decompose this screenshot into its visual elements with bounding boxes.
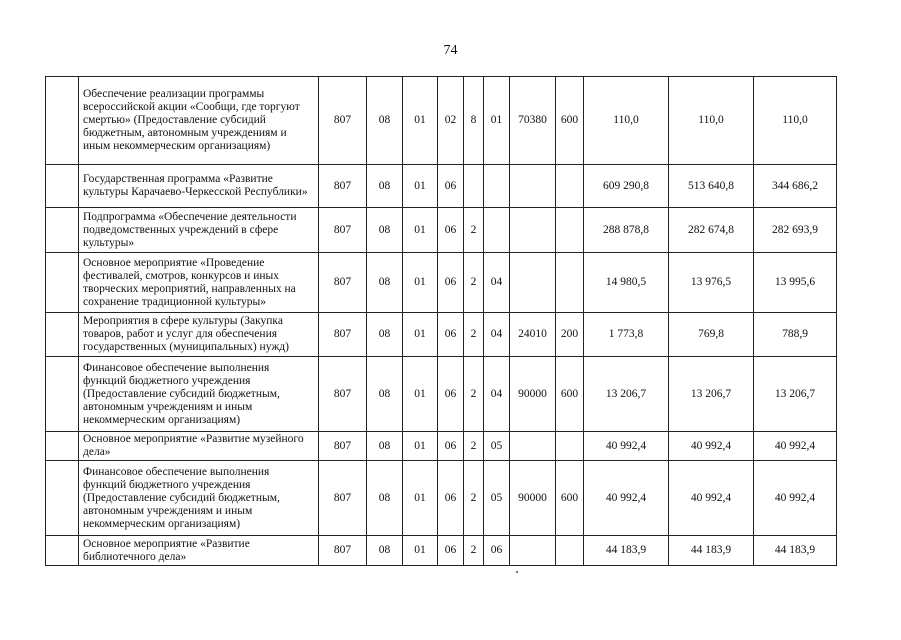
cell-c1: 06 <box>438 253 464 313</box>
cell-y2: 282 674,8 <box>669 208 754 253</box>
cell-grbs: 807 <box>319 77 367 165</box>
cell-y3: 788,9 <box>754 313 837 357</box>
cell-c1: 06 <box>438 461 464 536</box>
cell-rz: 08 <box>367 77 403 165</box>
table-row <box>46 432 837 461</box>
cell-blank <box>46 461 79 536</box>
cell-c1: 02 <box>438 77 464 165</box>
cell-c3: 04 <box>484 253 510 313</box>
cell-rz: 08 <box>367 461 403 536</box>
cell-vr: 200 <box>556 313 584 357</box>
cell-vr <box>556 536 584 566</box>
cell-y3: 40 992,4 <box>754 461 837 536</box>
cell-y2: 13 976,5 <box>669 253 754 313</box>
cell-c3 <box>484 208 510 253</box>
cell-blank <box>46 536 79 566</box>
cell-y3: 13 995,6 <box>754 253 837 313</box>
cell-grbs: 807 <box>319 208 367 253</box>
cell-c3: 05 <box>484 432 510 461</box>
cell-pr: 01 <box>403 461 438 536</box>
cell-c3: 06 <box>484 536 510 566</box>
cell-c1: 06 <box>438 208 464 253</box>
cell-y3: 344 686,2 <box>754 165 837 208</box>
cell-y3: 13 206,7 <box>754 357 837 432</box>
cell-rz: 08 <box>367 208 403 253</box>
cell-blank <box>46 165 79 208</box>
cell-c1: 06 <box>438 432 464 461</box>
cell-y2: 513 640,8 <box>669 165 754 208</box>
cell-y1: 40 992,4 <box>584 461 669 536</box>
cell-c4 <box>510 536 556 566</box>
cell-vr <box>556 165 584 208</box>
cell-y3: 44 183,9 <box>754 536 837 566</box>
cell-c4: 90000 <box>510 461 556 536</box>
cell-vr <box>556 253 584 313</box>
table-row <box>46 165 837 208</box>
cell-pr: 01 <box>403 208 438 253</box>
table-row <box>46 253 837 313</box>
cell-c2: 2 <box>464 461 484 536</box>
cell-rz: 08 <box>367 313 403 357</box>
cell-pr: 01 <box>403 313 438 357</box>
scan-speck <box>516 571 518 573</box>
cell-y2: 110,0 <box>669 77 754 165</box>
cell-grbs: 807 <box>319 461 367 536</box>
cell-c2: 8 <box>464 77 484 165</box>
cell-vr <box>556 208 584 253</box>
cell-y1: 44 183,9 <box>584 536 669 566</box>
cell-c4 <box>510 208 556 253</box>
cell-pr: 01 <box>403 536 438 566</box>
cell-y2: 44 183,9 <box>669 536 754 566</box>
cell-blank <box>46 357 79 432</box>
cell-c3: 05 <box>484 461 510 536</box>
cell-blank <box>46 432 79 461</box>
cell-blank <box>46 77 79 165</box>
cell-grbs: 807 <box>319 165 367 208</box>
cell-rz: 08 <box>367 165 403 208</box>
cell-name: Обеспечение реализации программы всероссийской акции «Сообщи, где торгуют смертью» (Предоставление субсидий бюджетным, автономным учреждениям и иным некоммерческим организациям) <box>79 77 319 165</box>
cell-vr: 600 <box>556 461 584 536</box>
cell-y2: 40 992,4 <box>669 432 754 461</box>
cell-y2: 13 206,7 <box>669 357 754 432</box>
cell-c1: 06 <box>438 357 464 432</box>
cell-c1: 06 <box>438 313 464 357</box>
cell-name: Подпрограмма «Обеспечение деятельности подведомственных учреждений в сфере культуры» <box>79 208 319 253</box>
cell-c2: 2 <box>464 357 484 432</box>
cell-name: Финансовое обеспечение выполнения функций бюджетного учреждения (Предоставление субсидий бюджетным, автономным учреждениям и иным некоммерческим организациям) <box>79 357 319 432</box>
cell-c4 <box>510 432 556 461</box>
cell-c4 <box>510 253 556 313</box>
table-row <box>46 536 837 566</box>
cell-pr: 01 <box>403 432 438 461</box>
cell-rz: 08 <box>367 253 403 313</box>
cell-c4: 70380 <box>510 77 556 165</box>
cell-rz: 08 <box>367 536 403 566</box>
cell-c3: 04 <box>484 357 510 432</box>
cell-y2: 769,8 <box>669 313 754 357</box>
table-row <box>46 313 837 357</box>
cell-c1: 06 <box>438 536 464 566</box>
budget-table <box>45 76 837 566</box>
cell-grbs: 807 <box>319 357 367 432</box>
cell-y3: 40 992,4 <box>754 432 837 461</box>
cell-grbs: 807 <box>319 253 367 313</box>
cell-y1: 1 773,8 <box>584 313 669 357</box>
cell-c1: 06 <box>438 165 464 208</box>
cell-vr: 600 <box>556 77 584 165</box>
cell-c3: 04 <box>484 313 510 357</box>
cell-pr: 01 <box>403 253 438 313</box>
cell-blank <box>46 253 79 313</box>
page-number: 74 <box>443 43 458 58</box>
cell-pr: 01 <box>403 77 438 165</box>
cell-grbs: 807 <box>319 536 367 566</box>
cell-name: Финансовое обеспечение выполнения функций бюджетного учреждения (Предоставление субсидий бюджетным, автономным учреждениям и иным некоммерческим организациям) <box>79 461 319 536</box>
cell-rz: 08 <box>367 357 403 432</box>
cell-y3: 110,0 <box>754 77 837 165</box>
cell-pr: 01 <box>403 165 438 208</box>
cell-c4: 24010 <box>510 313 556 357</box>
cell-y1: 288 878,8 <box>584 208 669 253</box>
cell-y3: 282 693,9 <box>754 208 837 253</box>
cell-blank <box>46 313 79 357</box>
cell-name: Основное мероприятие «Развитие музейного дела» <box>79 432 319 461</box>
cell-c2: 2 <box>464 432 484 461</box>
cell-y1: 609 290,8 <box>584 165 669 208</box>
cell-c4 <box>510 165 556 208</box>
table-row <box>46 208 837 253</box>
cell-name: Мероприятия в сфере культуры (Закупка товаров, работ и услуг для обеспечения государственных (муниципальных) нужд) <box>79 313 319 357</box>
table-row <box>46 461 837 536</box>
cell-grbs: 807 <box>319 313 367 357</box>
cell-c3 <box>484 165 510 208</box>
table-row <box>46 77 837 165</box>
cell-y1: 14 980,5 <box>584 253 669 313</box>
cell-blank <box>46 208 79 253</box>
cell-rz: 08 <box>367 432 403 461</box>
cell-y1: 110,0 <box>584 77 669 165</box>
cell-y1: 13 206,7 <box>584 357 669 432</box>
cell-c2: 2 <box>464 313 484 357</box>
cell-vr <box>556 432 584 461</box>
cell-name: Основное мероприятие «Проведение фестивалей, смотров, конкурсов и иных творческих мероприятий, направленных на сохранение традиционной культуры» <box>79 253 319 313</box>
cell-name: Государственная программа «Развитие культуры Карачаево-Черкесской Республики» <box>79 165 319 208</box>
cell-y1: 40 992,4 <box>584 432 669 461</box>
cell-grbs: 807 <box>319 432 367 461</box>
cell-c2 <box>464 165 484 208</box>
cell-c2: 2 <box>464 253 484 313</box>
cell-name: Основное мероприятие «Развитие библиотечного дела» <box>79 536 319 566</box>
cell-y2: 40 992,4 <box>669 461 754 536</box>
table-row <box>46 357 837 432</box>
cell-vr: 600 <box>556 357 584 432</box>
cell-c2: 2 <box>464 208 484 253</box>
cell-c4: 90000 <box>510 357 556 432</box>
cell-c3: 01 <box>484 77 510 165</box>
cell-pr: 01 <box>403 357 438 432</box>
table-body <box>46 77 837 566</box>
cell-c2: 2 <box>464 536 484 566</box>
